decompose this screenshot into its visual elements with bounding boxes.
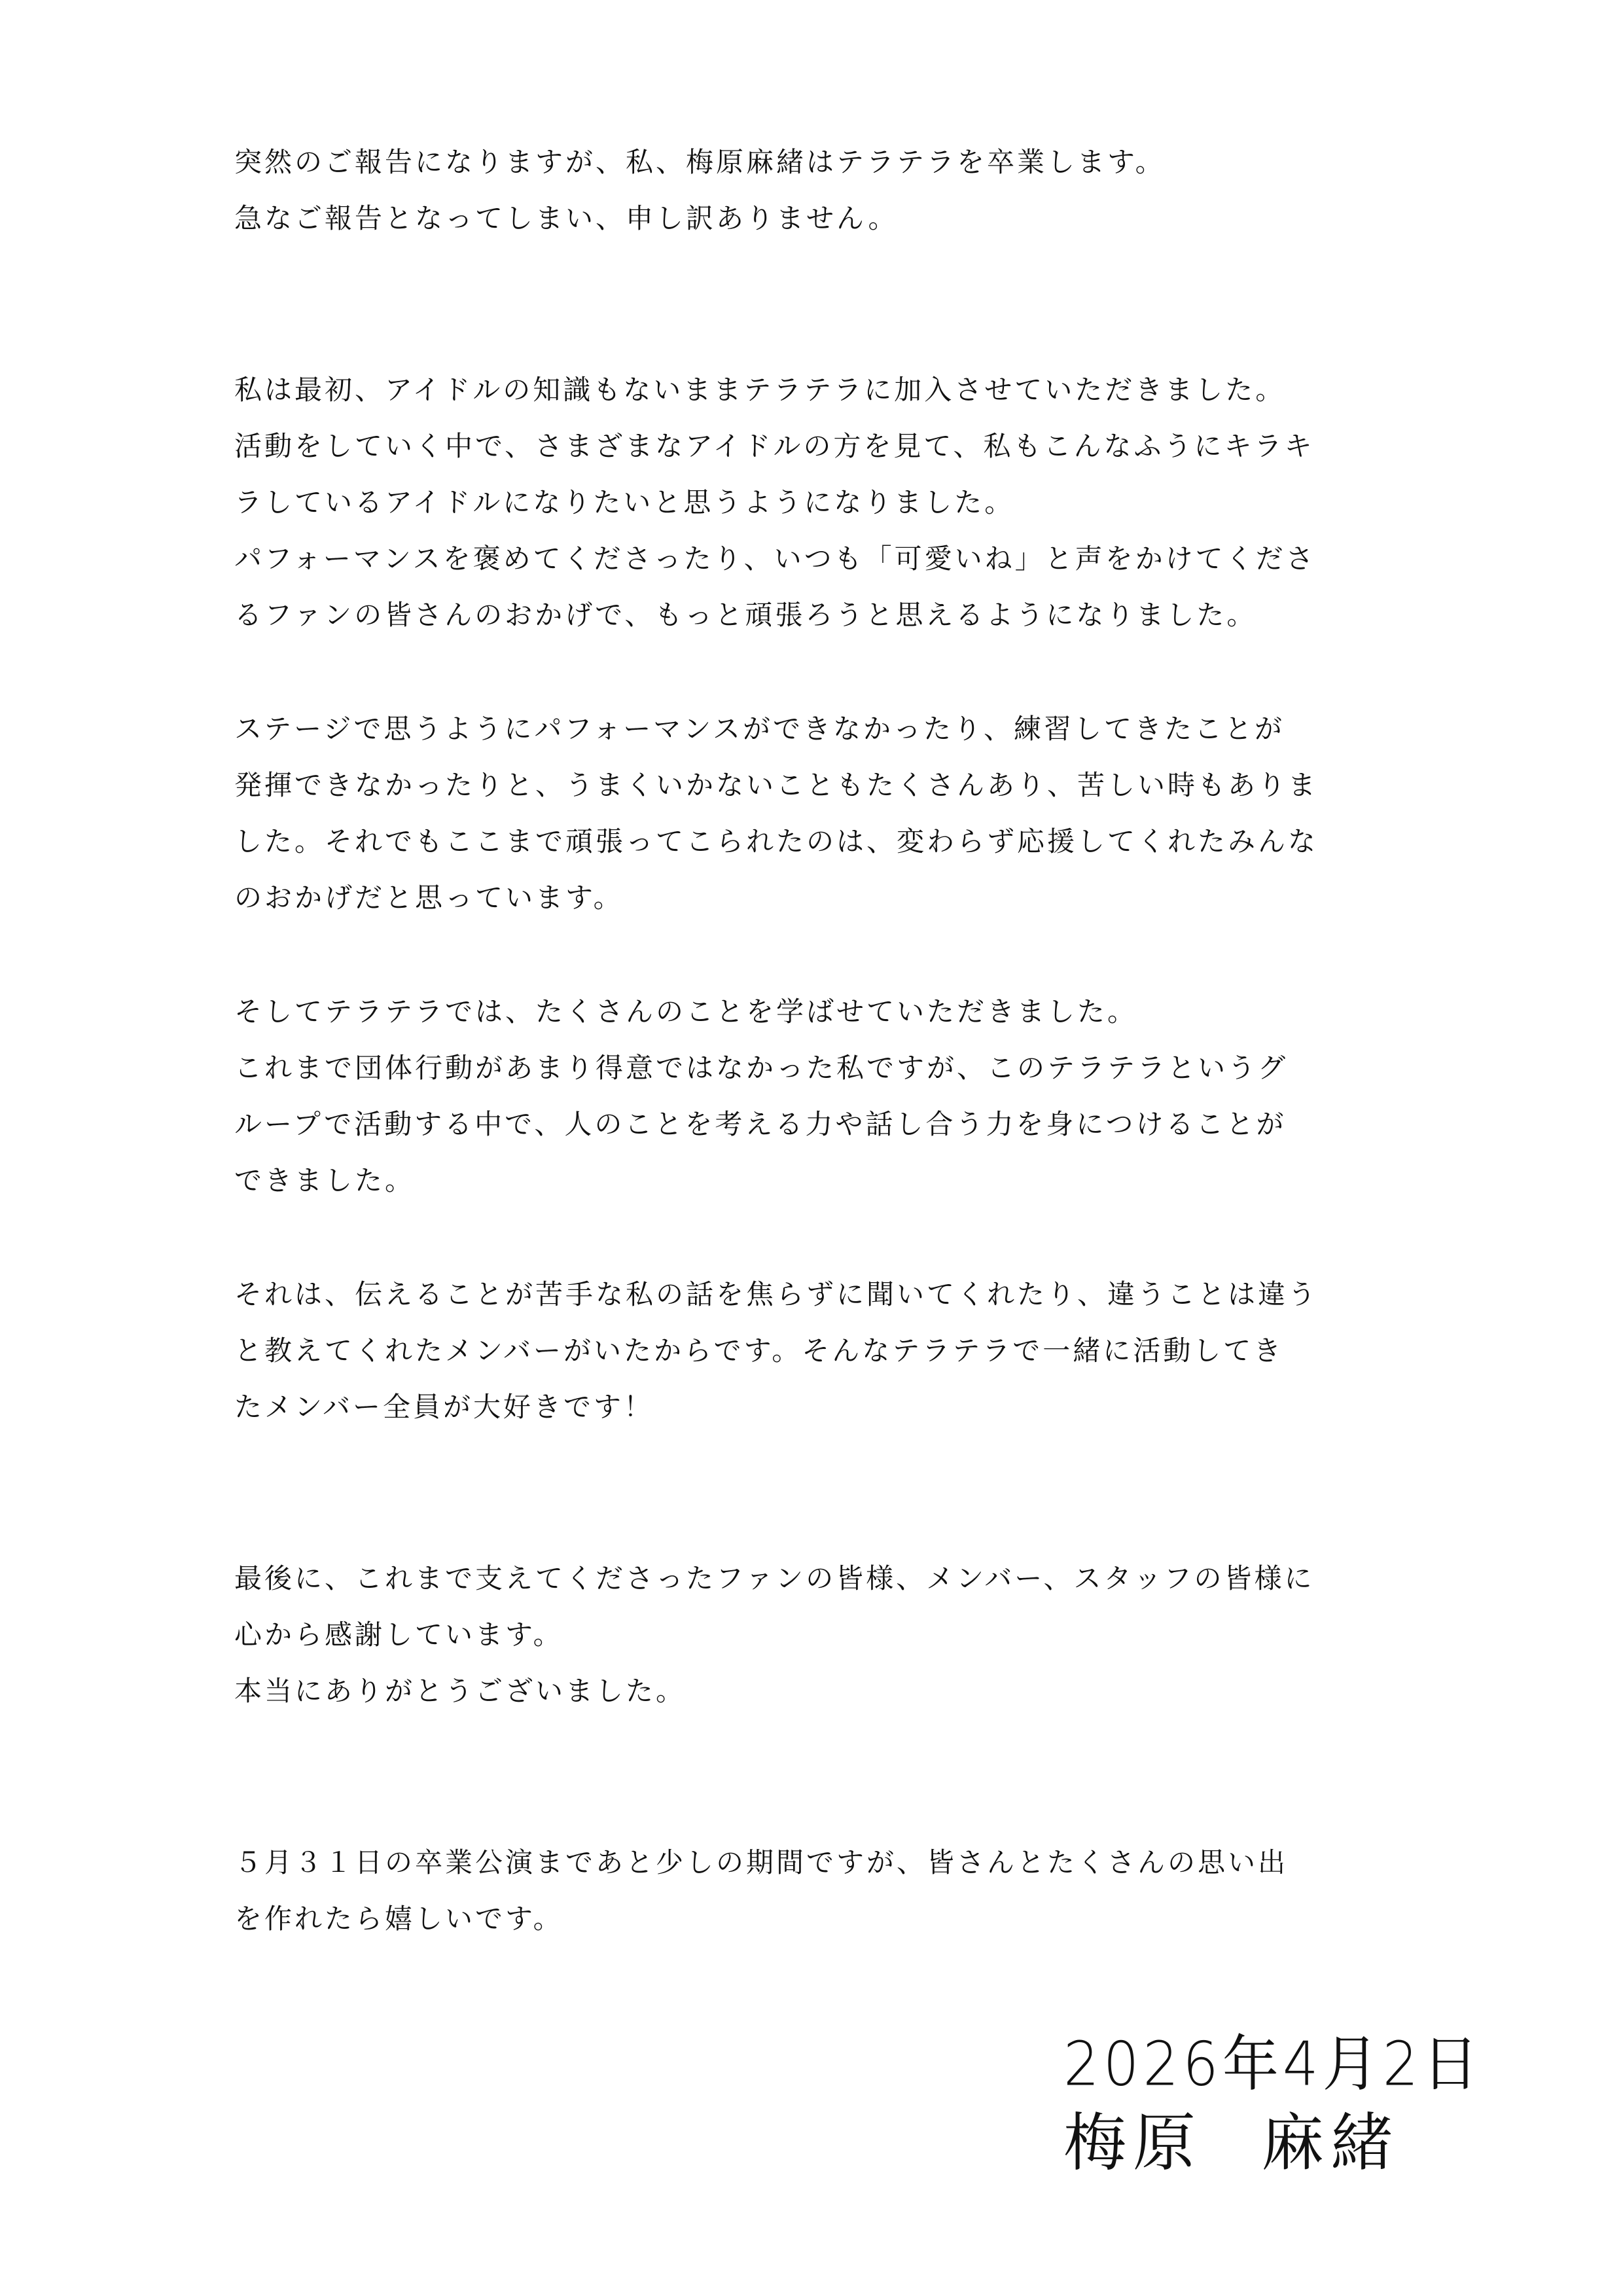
text-line: たメンバー全員が大好きです！ bbox=[234, 1391, 654, 1423]
signature-given-name: 麻緒 bbox=[1261, 2106, 1400, 2179]
text-line: 最後に、これまで支えてくださったファンの皆様、メンバー、スタッフの皆様に bbox=[234, 1562, 1315, 1594]
paragraph-members bbox=[234, 1266, 1399, 1435]
signature-date: 2026年4月2日 bbox=[1063, 2029, 1483, 2100]
text-line: 急なご報告となってしまい、申し訳ありません。 bbox=[234, 202, 899, 234]
text-line: 突然のご報告になりますが、私、梅原麻緒はテラテラを卒業します。 bbox=[234, 146, 1166, 178]
text-line: 私は最初、アイドルの知識もないままテラテラに加入させていただきました。 bbox=[234, 374, 1286, 406]
text-line: それは、伝えることが苦手な私の話を焦らずに聞いてくれたり、違うことは違う bbox=[234, 1278, 1319, 1310]
text-line: ループで活動する中で、人のことを考える力や話し合う力を身につけることが bbox=[234, 1108, 1287, 1140]
text-line: のおかげだと思っています。 bbox=[234, 882, 624, 914]
paragraph-final-show bbox=[234, 1835, 1399, 1947]
text-line: パフォーマンスを褒めてくださったり、いつも「可愛いね」と声をかけてくださ bbox=[234, 543, 1316, 575]
paragraph-spacer bbox=[234, 643, 1399, 701]
text-line: した。それでもここまで頑張ってこられたのは、変わらず応援してくれたみんな bbox=[234, 825, 1319, 857]
paragraph-spacer bbox=[234, 1719, 1399, 1835]
paragraph-announcement bbox=[234, 134, 1399, 247]
text-line: と教えてくれたメンバーがいたからです。そんなテラテラで一緒に活動してき bbox=[234, 1335, 1284, 1367]
text-line: るファンの皆さんのおかげで、もっと頑張ろうと思えるようになりました。 bbox=[234, 599, 1257, 631]
paragraph-spacer bbox=[234, 926, 1399, 984]
text-line: ラしているアイドルになりたいと思うようになりました。 bbox=[234, 486, 1015, 518]
paragraph-spacer bbox=[234, 1435, 1399, 1551]
text-line: ステージで思うようにパフォーマンスができなかったり、練習してきたことが bbox=[234, 713, 1285, 745]
text-line: を作れたら嬉しいです。 bbox=[234, 1903, 563, 1935]
text-line: そしてテラテラでは、たくさんのことを学ばせていただきました。 bbox=[234, 996, 1138, 1028]
text-line: 発揮できなかったりと、うまくいかないこともたくさんあり、苦しい時もありま bbox=[234, 769, 1319, 801]
paragraph-thanks bbox=[234, 1551, 1399, 1719]
paragraph-struggles bbox=[234, 701, 1399, 926]
text-line: ５月３１日の卒業公演まであと少しの期間ですが、皆さんとたくさんの思い出 bbox=[234, 1846, 1289, 1878]
letter-body bbox=[234, 134, 1399, 1947]
paragraph-beginning bbox=[234, 362, 1399, 643]
paragraph-spacer bbox=[234, 247, 1399, 362]
text-line: できました。 bbox=[234, 1164, 416, 1196]
signature-name bbox=[1063, 2100, 1561, 2185]
paragraph-spacer bbox=[234, 1209, 1399, 1266]
handwritten-signature bbox=[1063, 2026, 1561, 2185]
text-line: 活動をしていく中で、さまざまなアイドルの方を見て、私もこんなふうにキラキ bbox=[234, 430, 1315, 462]
text-line: 心から感謝しています。 bbox=[234, 1619, 563, 1651]
paragraph-learning bbox=[234, 984, 1399, 1209]
signature-family-name: 梅原 bbox=[1063, 2106, 1202, 2179]
text-line: これまで団体行動があまり得意ではなかった私ですが、このテラテラというグ bbox=[234, 1052, 1289, 1084]
text-line: 本当にありがとうございました。 bbox=[234, 1675, 687, 1707]
